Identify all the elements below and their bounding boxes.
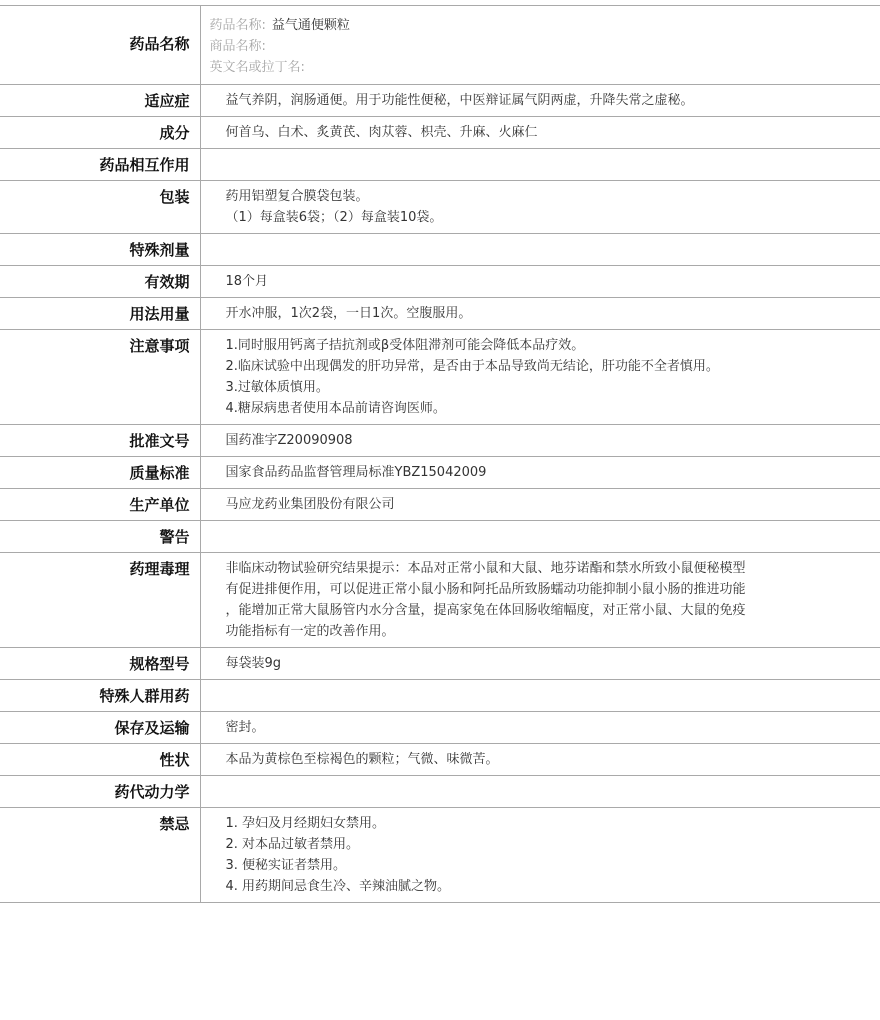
row-label: 成分 (0, 117, 200, 149)
value-line: 2. 对本品过敏者禁用。 (225, 837, 360, 852)
spec-row (0, 553, 880, 648)
latin-name-key: 英文名或拉丁名: (209, 60, 305, 75)
value-line: 3.过敏体质慎用。 (225, 380, 329, 395)
spec-row (0, 330, 880, 425)
value-line: 本品为黄棕色至棕褐色的颗粒；气微、味微苦。 (225, 752, 499, 767)
value-line: 4. 用药期间忌食生冷、辛辣油腻之物。 (225, 879, 451, 894)
spec-row (0, 298, 880, 330)
spec-row (0, 648, 880, 680)
value-line: 密封。 (225, 720, 265, 735)
row-value (200, 425, 880, 457)
row-label: 用法用量 (0, 298, 200, 330)
latin-name-line (210, 57, 871, 78)
value-line: 功能指标有一定的改善作用。 (225, 624, 395, 639)
value-line: 马应龙药业集团股份有限公司 (225, 497, 395, 512)
row-drug-name (0, 6, 880, 85)
value-line: ，能增加正常大鼠肠管内水分含量，提高家兔在体回肠收缩幅度，对正常小鼠、大鼠的免疫 (225, 603, 746, 618)
row-label: 有效期 (0, 266, 200, 298)
row-value (200, 149, 880, 181)
trade-name-key: 商品名称: (209, 39, 266, 54)
generic-name-line (210, 15, 871, 36)
row-value (200, 457, 880, 489)
row-value (200, 330, 880, 425)
row-label: 包装 (0, 181, 200, 234)
row-label: 药理毒理 (0, 553, 200, 648)
value-line: （1）每盒装6袋；（2）每盒装10袋。 (225, 210, 443, 225)
row-value (200, 521, 880, 553)
row-label: 生产单位 (0, 489, 200, 521)
row-value (200, 744, 880, 776)
row-label: 适应症 (0, 85, 200, 117)
spec-row (0, 808, 880, 903)
spec-row (0, 117, 880, 149)
row-label: 警告 (0, 521, 200, 553)
row-label: 药品名称 (0, 6, 200, 85)
spec-row (0, 149, 880, 181)
value-line: 益气养阴，润肠通便。用于功能性便秘，中医辩证属气阴两虚，升降失常之虚秘。 (225, 93, 694, 108)
spec-row (0, 680, 880, 712)
spec-row (0, 489, 880, 521)
spec-row (0, 85, 880, 117)
trade-name-line (210, 36, 871, 57)
spec-row (0, 425, 880, 457)
spec-row (0, 457, 880, 489)
spec-row (0, 181, 880, 234)
row-value (200, 553, 880, 648)
generic-name-value: 益气通便颗粒 (271, 18, 350, 33)
spec-row (0, 234, 880, 266)
value-line: 1.同时服用钙离子拮抗剂或β受体阻滞剂可能会降低本品疗效。 (225, 338, 585, 353)
row-value (200, 298, 880, 330)
row-label: 特殊人群用药 (0, 680, 200, 712)
value-line: 1. 孕妇及月经期妇女禁用。 (225, 816, 386, 831)
row-label: 质量标准 (0, 457, 200, 489)
value-line: 每袋装9g (225, 656, 282, 671)
value-line: 开水冲服，1次2袋，一日1次。空腹服用。 (225, 306, 472, 321)
row-label: 批准文号 (0, 425, 200, 457)
value-line: 国家食品药品监督管理局标准YBZ15042009 (225, 465, 487, 480)
spec-row (0, 521, 880, 553)
drug-spec-table (0, 5, 880, 903)
value-line: 4.糖尿病患者使用本品前请咨询医师。 (225, 401, 446, 416)
value-line: 3. 便秘实证者禁用。 (225, 858, 347, 873)
row-value (200, 808, 880, 903)
row-label: 规格型号 (0, 648, 200, 680)
row-value (200, 489, 880, 521)
drug-name-fields (200, 6, 880, 85)
value-line: 何首乌、白术、炙黄芪、肉苁蓉、枳壳、升麻、火麻仁 (225, 125, 538, 140)
drug-spec-sheet (0, 5, 880, 903)
value-line: 2.临床试验中出现偶发的肝功异常，是否由于本品导致尚无结论，肝功能不全者慎用。 (225, 359, 719, 374)
row-label: 保存及运输 (0, 712, 200, 744)
row-value (200, 680, 880, 712)
row-label: 性状 (0, 744, 200, 776)
spec-row (0, 712, 880, 744)
row-label: 注意事项 (0, 330, 200, 425)
spec-row (0, 744, 880, 776)
row-value (200, 712, 880, 744)
value-line: 非临床动物试验研究结果提示：本品对正常小鼠和大鼠、地芬诺酯和禁水所致小鼠便秘模型 (225, 561, 746, 576)
row-value (200, 181, 880, 234)
spec-row (0, 266, 880, 298)
row-value (200, 117, 880, 149)
generic-name-key: 药品名称: (209, 18, 266, 33)
row-label: 特殊剂量 (0, 234, 200, 266)
value-line: 18个月 (225, 274, 269, 289)
row-value (200, 234, 880, 266)
value-line: 药用铝塑复合膜袋包装。 (225, 189, 369, 204)
row-value (200, 85, 880, 117)
value-line: 有促进排便作用，可以促进正常小鼠小肠和阿托品所致肠蠕动功能抑制小鼠小肠的推进功能 (225, 582, 746, 597)
row-label: 药品相互作用 (0, 149, 200, 181)
value-line: 国药准字Z20090908 (225, 433, 353, 448)
spec-row (0, 776, 880, 808)
row-value (200, 266, 880, 298)
row-value (200, 776, 880, 808)
row-label: 禁忌 (0, 808, 200, 903)
row-label: 药代动力学 (0, 776, 200, 808)
row-value (200, 648, 880, 680)
